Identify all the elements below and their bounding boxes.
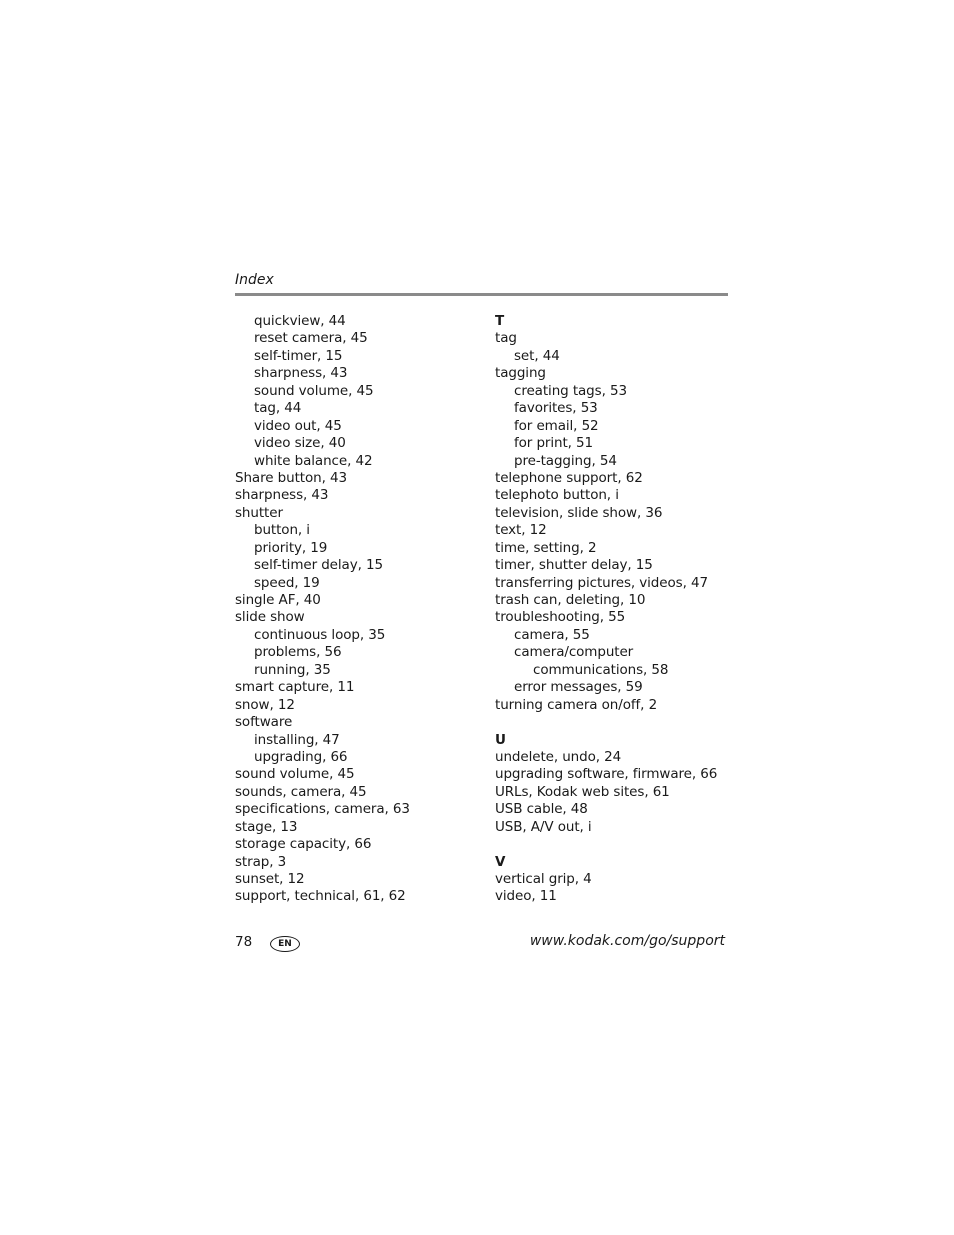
index-subentry: sound volume, 45 [254,382,374,399]
index-entry: USB, A/V out, i [495,818,592,835]
index-entry: text, 12 [495,522,547,539]
index-section-letter: V [495,853,506,870]
index-entry: tag [495,330,517,347]
index-entry: telephone support, 62 [495,469,643,486]
index-entry: USB cable, 48 [495,801,588,818]
index-subentry: error messages, 59 [514,679,643,696]
index-entry: storage capacity, 66 [235,836,372,853]
index-subentry: installing, 47 [254,731,340,748]
index-entry: sharpness, 43 [235,487,329,504]
index-entry: television, slide show, 36 [495,504,663,521]
index-subentry: tag, 44 [254,400,302,417]
index-entry: smart capture, 11 [235,679,355,696]
index-entry: turning camera on/off, 2 [495,696,658,713]
index-entry: timer, shutter delay, 15 [495,557,653,574]
index-subentry: self-timer delay, 15 [254,557,383,574]
index-entry: strap, 3 [235,853,287,870]
language-badge-icon: EN [270,936,300,952]
index-entry: software [235,714,293,731]
header-divider [235,293,728,296]
index-entry: single AF, 40 [235,592,321,608]
section-spacer [495,714,735,731]
index-entry: specifications, camera, 63 [235,801,410,818]
page-number: 78 [235,934,253,950]
index-subentry: for email, 52 [514,417,599,434]
index-subentry: set, 44 [514,347,560,364]
index-subentry: creating tags, 53 [514,382,627,399]
index-subentry: sharpness, 43 [254,365,348,382]
index-subentry: continuous loop, 35 [254,626,386,643]
index-section-letter: U [495,731,506,748]
index-entry: sunset, 12 [235,871,305,887]
index-entry: vertical grip, 4 [495,871,592,887]
index-subentry: problems, 56 [254,644,342,661]
index-entry: stage, 13 [235,818,298,835]
index-subentry: for print, 51 [514,435,594,452]
index-subentry: camera, 55 [514,626,590,643]
index-entry: sound volume, 45 [235,766,355,783]
index-entry: sounds, camera, 45 [235,783,367,800]
index-section-letter: T [495,313,505,329]
index-entry: transferring pictures, videos, 47 [495,574,708,591]
index-entry: video, 11 [495,888,557,905]
support-url[interactable]: www.kodak.com/go/support [529,933,725,949]
index-entry: Share button, 43 [235,469,347,486]
index-entry: support, technical, 61, 62 [235,888,406,905]
index-subentry: priority, 19 [254,539,328,556]
index-entry: URLs, Kodak web sites, 61 [495,783,670,800]
index-entry: upgrading software, firmware, 66 [495,766,718,783]
index-entry: telephoto button, i [495,487,619,504]
index-subentry: favorites, 53 [514,400,598,417]
index-subentry: communications, 58 [533,661,669,678]
index-entry: time, setting, 2 [495,539,597,556]
index-entry: undelete, undo, 24 [495,748,622,765]
section-spacer [495,836,735,853]
index-entry: snow, 12 [235,696,295,713]
index-column-right [495,313,735,906]
index-entry: troubleshooting, 55 [495,609,626,626]
index-subentry: pre-tagging, 54 [514,452,617,469]
index-column-left [235,313,485,906]
index-entry: shutter [235,504,283,521]
index-subentry: video size, 40 [254,435,346,452]
index-entry: trash can, deleting, 10 [495,592,646,608]
index-subentry: button, i [254,522,310,539]
index-entry: slide show [235,609,305,626]
index-entry: tagging [495,365,546,382]
index-subentry: upgrading, 66 [254,748,348,765]
index-subentry: video out, 45 [254,417,342,434]
index-subentry: quickview, 44 [254,313,346,329]
index-subentry: white balance, 42 [254,452,373,469]
index-subentry: reset camera, 45 [254,330,368,347]
index-subentry: camera/computer [514,644,634,661]
index-subentry: running, 35 [254,661,331,678]
index-subentry: speed, 19 [254,574,320,591]
running-header-title: Index [235,272,274,288]
index-subentry: self-timer, 15 [254,347,343,364]
